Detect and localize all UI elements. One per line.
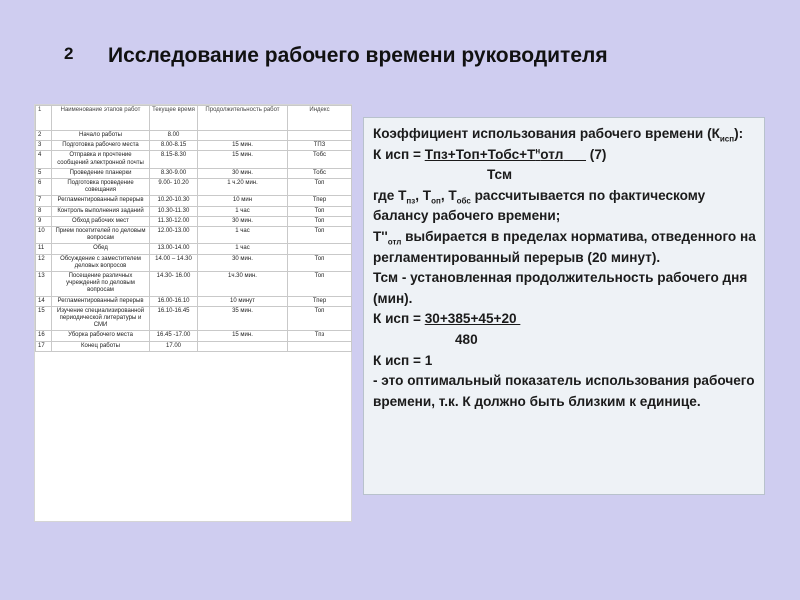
time-cell: 13.00-14.00 (150, 244, 198, 254)
time-cell: 16.10-16.45 (150, 306, 198, 331)
time-cell: 8.00-8.15 (150, 141, 198, 151)
row-number-cell: 3 (36, 141, 52, 151)
row-number-cell: 9 (36, 216, 52, 226)
stage-name-cell: Подготовка проведение совещания (52, 179, 150, 196)
time-cell: 8.00 (150, 131, 198, 141)
stage-name-cell: Регламентированный перерыв (52, 196, 150, 206)
stage-name-cell: Отправка и прочтение сообщений электронной почты (52, 151, 150, 168)
table-row (36, 131, 352, 141)
duration-cell (198, 131, 288, 141)
index-cell (288, 341, 352, 351)
formula-number-text: (7) (589, 146, 607, 162)
index-cell: Топ (288, 179, 352, 196)
where-sub-obs: обс (456, 196, 471, 206)
row-number-cell: 14 (36, 296, 52, 306)
time-cell: 14.00 – 14.30 (150, 254, 198, 271)
formula-gap (563, 147, 586, 162)
header-cell-number: 1 (36, 106, 52, 131)
table-row (36, 244, 352, 254)
row-number-cell: 5 (36, 168, 52, 178)
index-cell: Тпз (288, 331, 352, 341)
table-row (36, 341, 352, 351)
duration-cell: 30 мин. (198, 254, 288, 271)
result-line: К исп = 1 (373, 352, 433, 368)
table-body (36, 131, 352, 352)
time-cell: 16.45 -17.00 (150, 331, 198, 341)
where-line (373, 186, 756, 227)
conclusion-text: - это оптимальный показатель использования рабочего времени, т.к. К должно быть близким к единице. (373, 373, 755, 409)
index-cell: Тобс (288, 151, 352, 168)
formula-denominator: Тсм (487, 167, 513, 183)
row-number-cell: 11 (36, 244, 52, 254)
t-otl-prefix: Т'' (373, 228, 388, 244)
index-cell: Топ (288, 206, 352, 216)
row-number-cell: 7 (36, 196, 52, 206)
work-time-table-panel (34, 104, 352, 522)
duration-cell: 35 мин. (198, 306, 288, 331)
t-otl-sub: отл (387, 237, 402, 247)
time-cell: 17.00 (150, 341, 198, 351)
stage-name-cell: Изучение специализированной периодической литературы и СМИ (52, 306, 150, 331)
time-cell: 10.30-11.30 (150, 206, 198, 216)
row-number-cell: 15 (36, 306, 52, 331)
index-cell: Тобс (288, 168, 352, 178)
formula-numerator (425, 147, 586, 162)
time-cell: 12.00-13.00 (150, 227, 198, 244)
coef-title: Коэффициент использования рабочего времени (373, 126, 704, 141)
calc-lhs: К исп = (373, 311, 425, 327)
table-row (36, 179, 352, 196)
duration-cell: 30 мин. (198, 168, 288, 178)
t-otl-line (373, 227, 756, 268)
duration-cell (198, 341, 288, 351)
where-prefix: где Т (373, 187, 407, 203)
time-cell: 11.30-12.00 (150, 216, 198, 226)
stage-name-cell: Регламентированный перерыв (52, 296, 150, 306)
formula-rhs: Тпз+Топ+Тобс+Т (424, 146, 536, 162)
table-row (36, 272, 352, 297)
index-cell (288, 244, 352, 254)
index-cell: Топ (288, 272, 352, 297)
table-row (36, 151, 352, 168)
coef-title-line (373, 124, 756, 145)
stage-name-cell: Обход рабочих мест (52, 216, 150, 226)
formula-lhs: К исп = (373, 146, 425, 162)
row-number-cell: 16 (36, 331, 52, 341)
time-cell: 8.15-8.30 (150, 151, 198, 168)
table-row (36, 227, 352, 244)
stage-name-cell: Конец работы (52, 341, 150, 351)
where-sub-pz: пз (406, 196, 416, 206)
duration-cell: 15 мин. (198, 141, 288, 151)
stage-name-cell: Прием посетителей по деловым вопросам (52, 227, 150, 244)
formula-number (586, 147, 606, 162)
index-cell (288, 131, 352, 141)
row-number-cell: 17 (36, 341, 52, 351)
table-row (36, 306, 352, 331)
header-cell-duration: Продолжительность работ (198, 106, 288, 131)
stage-name-cell: Обед (52, 244, 150, 254)
coef-symbol-sub: исп (719, 134, 735, 144)
work-time-table (35, 105, 352, 352)
duration-cell: 1 час (198, 227, 288, 244)
time-cell: 10.20-10.30 (150, 196, 198, 206)
row-number-cell: 13 (36, 272, 52, 297)
table-header-row (36, 106, 352, 131)
table-row (36, 296, 352, 306)
coef-symbol-open: (К (707, 126, 720, 141)
index-cell: Топ (288, 254, 352, 271)
duration-cell: 10 мин (198, 196, 288, 206)
calc-denominator: 480 (455, 331, 478, 347)
slide-number: 2 (64, 44, 74, 63)
where-suffix: рассчитывается по фактическому балансу рабочего времени; (373, 187, 706, 224)
table-row (36, 168, 352, 178)
header-cell-time: Текущее время (150, 106, 198, 131)
index-cell: Топ (288, 216, 352, 226)
stage-name-cell: Обсуждение с заместителем деловых вопросов (52, 254, 150, 271)
time-cell: 16.00-16.10 (150, 296, 198, 306)
stage-name-cell: Уборка рабочего места (52, 331, 150, 341)
row-number-cell: 8 (36, 206, 52, 216)
index-cell: ТПЗ (288, 141, 352, 151)
row-number-cell: 4 (36, 151, 52, 168)
table-row (36, 196, 352, 206)
where-sub-op: оп (431, 196, 441, 206)
coef-symbol-close: ): (734, 126, 744, 141)
duration-cell: 15 мин. (198, 151, 288, 168)
time-cell: 14.30- 16.00 (150, 272, 198, 297)
stage-name-cell: Контроль выполнения заданий (52, 206, 150, 216)
time-cell: 8.30-9.00 (150, 168, 198, 178)
row-number-cell: 6 (36, 179, 52, 196)
duration-cell: 1 ч.20 мин. (198, 179, 288, 196)
table-row (36, 141, 352, 151)
index-cell: Топ (288, 227, 352, 244)
calc-rhs: 30+385+45+20 (424, 311, 521, 327)
row-number-cell: 2 (36, 131, 52, 141)
row-number-cell: 10 (36, 227, 52, 244)
header-cell-stage: Наименование этапов работ (52, 106, 150, 131)
calc-line (373, 309, 756, 330)
stage-name-cell: Проведение планерки (52, 168, 150, 178)
t-otl-text: выбирается в пределах норматива, отведенного на регламентированный перерыв (20 минут). (373, 228, 756, 265)
index-cell: Тпер (288, 296, 352, 306)
header-cell-index: Индекс (288, 106, 352, 131)
where-sep1: , Т (415, 187, 432, 203)
duration-cell: 1 час (198, 244, 288, 254)
formula-line (373, 145, 756, 166)
duration-cell: 15 мин. (198, 331, 288, 341)
coefficient-info-panel (363, 117, 765, 495)
where-sep2: , Т (440, 187, 457, 203)
duration-cell: 30 мин. (198, 216, 288, 226)
duration-cell: 10 минут (198, 296, 288, 306)
table-row (36, 206, 352, 216)
duration-cell: 1ч.30 мин. (198, 272, 288, 297)
time-cell: 9.00- 10.20 (150, 179, 198, 196)
duration-cell: 1 час (198, 206, 288, 216)
table-row (36, 216, 352, 226)
formula-otl: отл (540, 146, 564, 162)
formula-sup: н (535, 146, 541, 156)
index-cell: Топ (288, 306, 352, 331)
coef-symbol (707, 126, 744, 144)
stage-name-cell: Подготовка рабочего места (52, 141, 150, 151)
stage-name-cell: Начало работы (52, 131, 150, 141)
table-row (36, 254, 352, 271)
row-number-cell: 12 (36, 254, 52, 271)
stage-name-cell: Посещение различных учреждений по деловым вопросам (52, 272, 150, 297)
table-row (36, 331, 352, 341)
slide-title: Исследование рабочего времени руководителя (108, 44, 608, 67)
tcm-definition: Тсм - установленная продолжительность рабочего дня (мин). (373, 270, 748, 306)
index-cell: Тпер (288, 196, 352, 206)
